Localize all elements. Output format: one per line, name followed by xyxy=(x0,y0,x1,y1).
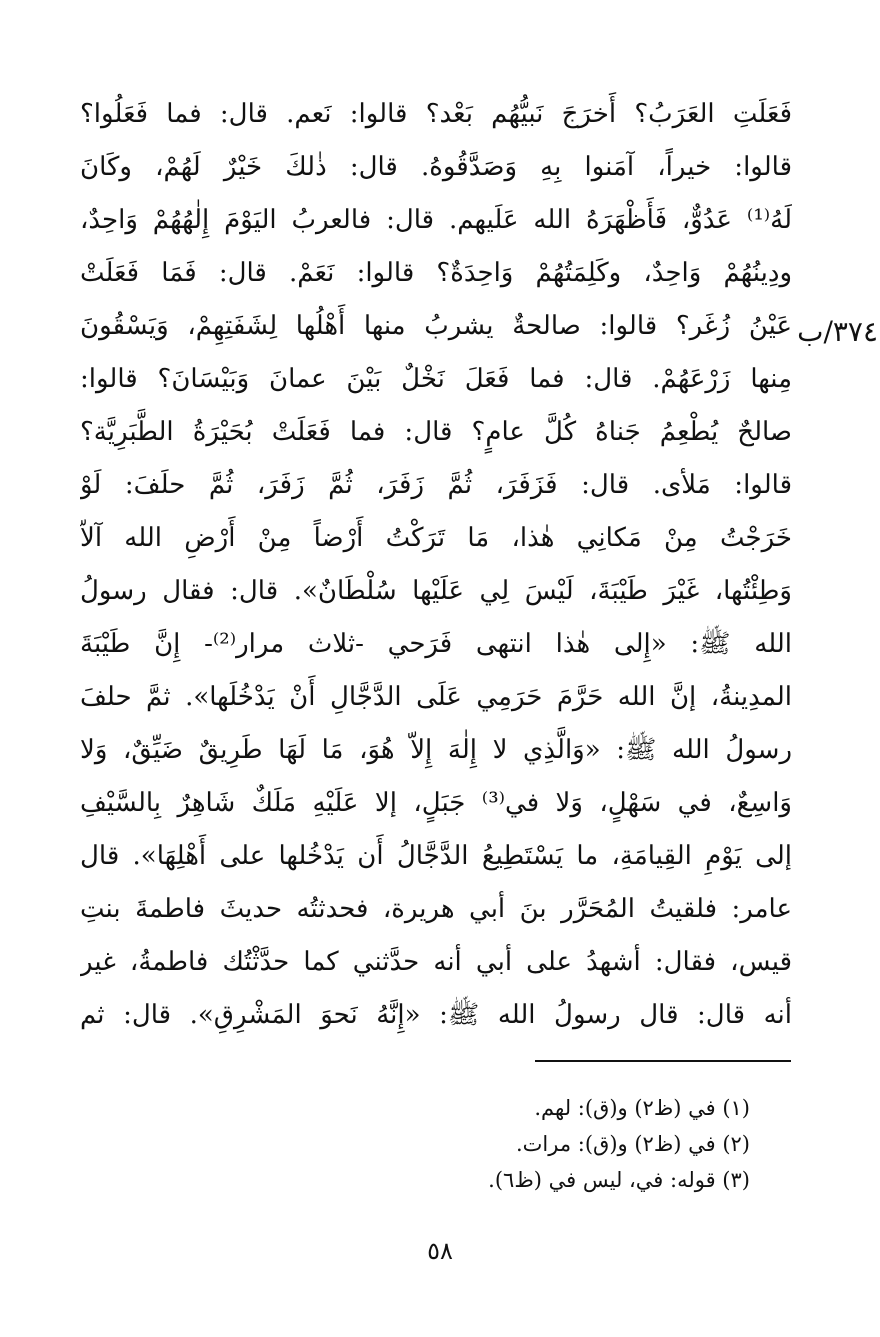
text-line: وَطِئْتُها، غَيْرَ طَيْبَةَ، لَيْسَ لِي عَلَيْها سُلْطَانٌ». قال: فقال رسولُ xyxy=(80,576,792,606)
margin-folio-note: ٣٧٤/ب xyxy=(797,315,878,348)
text-line: فَعَلَتِ العَرَبُ؟ أَخرَجَ نَبيُّهُم بَعْد؟ قالوا: نَعم. قال: فما فَعَلُوا؟ xyxy=(80,99,792,129)
footnotes-block xyxy=(80,1090,750,1198)
text-line: لَهُ⁽¹⁾ عَدُوٌّ، فَأَظْهَرَهُ الله عَلَيهم. قال: فالعربُ اليَوْمَ إِلٰهُهُمْ وَاحِدٌ، xyxy=(80,205,792,235)
footnote-separator-rule xyxy=(535,1060,791,1062)
text-line: مِنها زَرْعَهُمْ. قال: فما فَعَلَ نَخْلٌ بَيْنَ عمانَ وَبَيْسَانَ؟ قالوا: xyxy=(80,364,792,394)
text-line: عَيْنُ زُغَر؟ قالوا: صالحةٌ يشربُ منها أَهْلُها لِشَفَتِهِمْ، وَيَسْقُونَ xyxy=(80,311,792,341)
text-line: ودِينُهُمْ وَاحِدٌ، وكَلِمَتُهُمْ وَاحِدَةٌ؟ قالوا: نَعَمْ. قال: فَمَا فَعَلَتْ xyxy=(80,258,792,288)
text-line: قيس، فقال: أشهدُ على أبي أنه حدَّثني كما حدَّثْتُك فاطمةُ، غير xyxy=(80,947,792,977)
text-line: وَاسِعٌ، في سَهْلٍ، وَلا في⁽³⁾ جَبَلٍ، إلا عَلَيْهِ مَلَكٌ شَاهِرٌ بِالسَّيْفِ xyxy=(80,788,792,818)
text-line: رسولُ الله ﷺ: «وَالَّذِي لا إِلٰهَ إِلاّ هُوَ، مَا لَهَا طَرِيقٌ ضَيِّقٌ، وَلا xyxy=(80,735,792,765)
text-line: قالوا: خيراً، آمَنوا بِهِ وَصَدَّقُوهُ. قال: ذٰلكَ خَيْرٌ لَهُمْ، وكَانَ xyxy=(80,152,792,182)
text-line: قالوا: مَلأى. قال: فَزَفَرَ، ثُمَّ زَفَرَ، ثُمَّ زَفَرَ، ثُمَّ حلَفَ: لَوْ xyxy=(80,470,792,500)
text-line: صالحٌ يُطْعِمُ جَناهُ كُلَّ عامٍ؟ قال: فما فَعَلَتْ بُحَيْرَةُ الطَّبَرِيَّة؟ xyxy=(80,417,792,447)
text-line: إلى يَوْمِ القِيامَةِ، ما يَسْتَطِيعُ الدَّجَّالُ أَن يَدْخُلها على أَهْلِهَا». قال xyxy=(80,841,792,871)
text-line: عامر: فلقيتُ المُحَرَّر بنَ أبي هريرة، فحدثتُه حديثَ فاطمةَ بنتِ xyxy=(80,894,792,924)
page-number: ٥٨ xyxy=(427,1237,453,1265)
footnote-2: (٢) في (ظ٢) و(ق): مرات. xyxy=(515,1132,750,1156)
main-text-block xyxy=(80,88,792,1042)
text-line: خَرَجْتُ مِنْ مَكانِي هٰذا، مَا تَرَكْتُ أَرْضاً مِنْ أَرْضِ الله آلاّ xyxy=(80,523,792,553)
footnote-1: (١) في (ظ٢) و(ق): لهم. xyxy=(534,1096,750,1120)
footnote-3: (٣) قوله: في، ليس في (ظ٦). xyxy=(488,1168,750,1192)
text-line: المدِينةُ، إنَّ الله حَرَّمَ حَرَمِي عَلَى الدَّجَّالِ أَنْ يَدْخُلَها». ثمَّ حلفَ xyxy=(80,682,792,712)
text-line: أنه قال: قال رسولُ الله ﷺ: «إِنَّهُ نَحوَ المَشْرِقِ». قال: ثم xyxy=(80,1000,792,1030)
text-line: الله ﷺ: «إِلى هٰذا انتهى فَرَحي -ثلاث مرار⁽²⁾- إِنَّ طَيْبَةَ xyxy=(80,629,792,659)
